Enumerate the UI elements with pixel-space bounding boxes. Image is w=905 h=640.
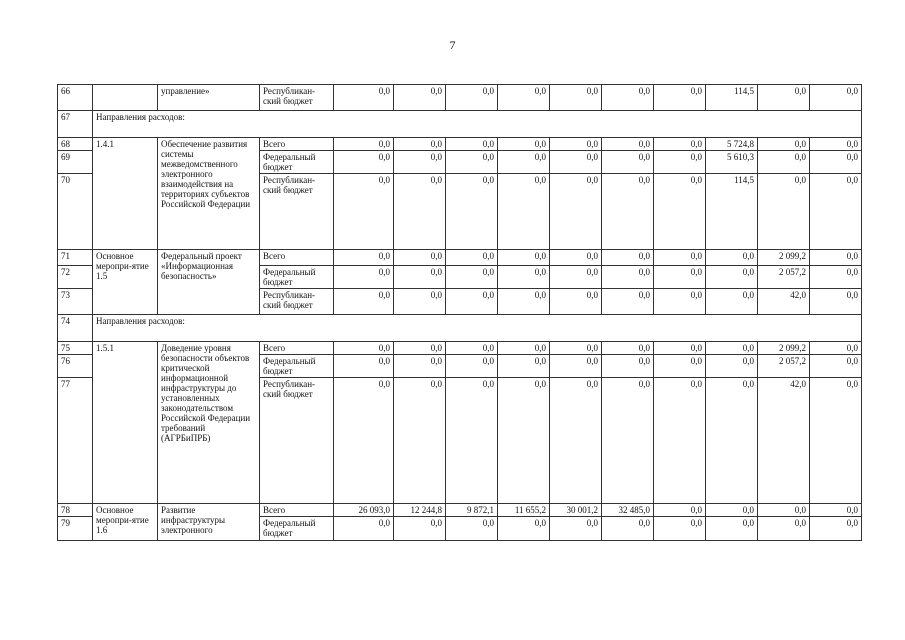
amount-cell: 0,0 (334, 138, 394, 151)
amount-cell: 0,0 (334, 355, 394, 378)
amount-cell: 0,0 (706, 266, 758, 289)
amount-cell: 0,0 (446, 85, 498, 111)
amount-cell: 0,0 (810, 289, 862, 315)
amount-cell: 0,0 (550, 517, 602, 541)
funding-source-cell: Всего (260, 504, 334, 517)
amount-cell: 0,0 (654, 151, 706, 174)
row-number-cell: 74 (58, 315, 93, 342)
amount-cell: 0,0 (446, 517, 498, 541)
amount-cell: 0,0 (602, 138, 654, 151)
amount-cell: 0,0 (654, 250, 706, 266)
row-number-cell: 68 (58, 138, 93, 151)
amount-cell: 0,0 (498, 289, 550, 315)
section-header-cell: Направления расходов: (93, 315, 862, 342)
funding-source-cell: Республикан-ский бюджет (260, 85, 334, 111)
amount-cell: 0,0 (498, 266, 550, 289)
amount-cell: 42,0 (758, 289, 810, 315)
amount-cell: 0,0 (758, 517, 810, 541)
amount-cell: 9 872,1 (446, 504, 498, 517)
amount-cell: 0,0 (446, 250, 498, 266)
amount-cell: 0,0 (706, 378, 758, 504)
amount-cell: 0,0 (550, 174, 602, 250)
amount-cell: 0,0 (446, 342, 498, 355)
amount-cell: 0,0 (810, 250, 862, 266)
code-cell: Основное меропри-ятие 1.6 (93, 504, 158, 541)
amount-cell: 0,0 (334, 85, 394, 111)
amount-cell: 0,0 (602, 174, 654, 250)
amount-cell: 0,0 (550, 138, 602, 151)
amount-cell: 0,0 (446, 151, 498, 174)
amount-cell: 0,0 (498, 342, 550, 355)
amount-cell: 0,0 (334, 266, 394, 289)
table-row (58, 504, 862, 517)
amount-cell: 0,0 (654, 355, 706, 378)
amount-cell: 0,0 (394, 266, 446, 289)
amount-cell: 114,5 (706, 85, 758, 111)
amount-cell: 0,0 (394, 138, 446, 151)
amount-cell: 0,0 (446, 289, 498, 315)
table-row (58, 138, 862, 151)
amount-cell: 0,0 (758, 151, 810, 174)
amount-cell: 0,0 (602, 250, 654, 266)
amount-cell: 0,0 (758, 138, 810, 151)
amount-cell: 0,0 (654, 138, 706, 151)
funding-source-cell: Всего (260, 138, 334, 151)
amount-cell: 0,0 (394, 517, 446, 541)
amount-cell: 0,0 (706, 355, 758, 378)
row-number-cell: 75 (58, 342, 93, 355)
amount-cell: 0,0 (334, 289, 394, 315)
amount-cell: 0,0 (394, 151, 446, 174)
amount-cell: 114,5 (706, 174, 758, 250)
row-number-cell: 67 (58, 111, 93, 138)
row-number-cell: 71 (58, 250, 93, 266)
row-number-cell: 79 (58, 517, 93, 541)
amount-cell: 0,0 (498, 250, 550, 266)
amount-cell: 0,0 (550, 151, 602, 174)
amount-cell: 0,0 (602, 266, 654, 289)
funding-source-cell: Всего (260, 250, 334, 266)
section-header-cell: Направления расходов: (93, 111, 862, 138)
amount-cell: 0,0 (446, 174, 498, 250)
funding-source-cell: Федеральный бюджет (260, 266, 334, 289)
table-row (58, 315, 862, 342)
amount-cell: 0,0 (810, 266, 862, 289)
amount-cell: 0,0 (602, 517, 654, 541)
amount-cell: 0,0 (706, 517, 758, 541)
code-cell: 1.4.1 (93, 138, 158, 250)
measure-name-cell: Развитие инфраструктуры электронного (158, 504, 260, 541)
amount-cell: 0,0 (602, 289, 654, 315)
table-row (58, 85, 862, 111)
amount-cell: 0,0 (602, 85, 654, 111)
amount-cell: 0,0 (446, 266, 498, 289)
amount-cell: 42,0 (758, 378, 810, 504)
amount-cell: 0,0 (706, 289, 758, 315)
code-cell (93, 85, 158, 111)
amount-cell: 0,0 (706, 250, 758, 266)
amount-cell: 0,0 (394, 355, 446, 378)
page-number: 7 (449, 38, 456, 52)
row-number-cell: 73 (58, 289, 93, 315)
row-number-cell: 78 (58, 504, 93, 517)
amount-cell: 0,0 (810, 504, 862, 517)
amount-cell: 0,0 (498, 378, 550, 504)
amount-cell: 0,0 (810, 85, 862, 111)
row-number-cell: 77 (58, 378, 93, 504)
code-cell: Основное меропри-ятие 1.5 (93, 250, 158, 315)
amount-cell: 0,0 (654, 85, 706, 111)
amount-cell: 0,0 (394, 250, 446, 266)
amount-cell: 0,0 (446, 355, 498, 378)
amount-cell: 0,0 (810, 174, 862, 250)
amount-cell: 0,0 (446, 378, 498, 504)
row-number-cell: 72 (58, 266, 93, 289)
measure-name-cell: Федеральный проект «Информационная безопасность» (158, 250, 260, 315)
amount-cell: 0,0 (498, 517, 550, 541)
amount-cell: 0,0 (654, 174, 706, 250)
amount-cell: 0,0 (498, 85, 550, 111)
amount-cell: 0,0 (550, 85, 602, 111)
amount-cell: 0,0 (602, 378, 654, 504)
amount-cell: 0,0 (550, 289, 602, 315)
amount-cell: 0,0 (334, 342, 394, 355)
amount-cell: 0,0 (498, 174, 550, 250)
amount-cell: 5 724,8 (706, 138, 758, 151)
table-row (58, 342, 862, 355)
amount-cell: 11 655,2 (498, 504, 550, 517)
amount-cell: 0,0 (394, 85, 446, 111)
amount-cell: 0,0 (446, 138, 498, 151)
amount-cell: 0,0 (602, 355, 654, 378)
amount-cell: 0,0 (654, 504, 706, 517)
amount-cell: 0,0 (706, 342, 758, 355)
amount-cell: 0,0 (810, 342, 862, 355)
funding-source-cell: Республикан-ский бюджет (260, 289, 334, 315)
amount-cell: 5 610,3 (706, 151, 758, 174)
amount-cell: 2 057,2 (758, 355, 810, 378)
amount-cell: 0,0 (758, 504, 810, 517)
amount-cell: 2 099,2 (758, 250, 810, 266)
amount-cell: 0,0 (550, 355, 602, 378)
funding-source-cell: Республикан-ский бюджет (260, 378, 334, 504)
amount-cell: 0,0 (654, 517, 706, 541)
amount-cell: 0,0 (498, 138, 550, 151)
amount-cell: 0,0 (706, 504, 758, 517)
amount-cell: 0,0 (810, 151, 862, 174)
amount-cell: 0,0 (654, 378, 706, 504)
amount-cell: 32 485,0 (602, 504, 654, 517)
table-row (58, 111, 862, 138)
row-number-cell: 70 (58, 174, 93, 250)
amount-cell: 0,0 (550, 378, 602, 504)
amount-cell: 0,0 (550, 250, 602, 266)
row-number-cell: 66 (58, 85, 93, 111)
table-row (58, 250, 862, 266)
row-number-cell: 69 (58, 151, 93, 174)
amount-cell: 0,0 (602, 151, 654, 174)
amount-cell: 12 244,8 (394, 504, 446, 517)
amount-cell: 0,0 (810, 378, 862, 504)
amount-cell: 26 093,0 (334, 504, 394, 517)
amount-cell: 0,0 (334, 517, 394, 541)
amount-cell: 2 099,2 (758, 342, 810, 355)
amount-cell: 0,0 (334, 151, 394, 174)
funding-source-cell: Федеральный бюджет (260, 355, 334, 378)
funding-source-cell: Республикан-ский бюджет (260, 174, 334, 250)
amount-cell: 0,0 (758, 85, 810, 111)
amount-cell: 0,0 (394, 174, 446, 250)
amount-cell: 0,0 (810, 138, 862, 151)
amount-cell: 0,0 (654, 342, 706, 355)
amount-cell: 0,0 (654, 289, 706, 315)
amount-cell: 0,0 (334, 378, 394, 504)
budget-table (57, 84, 862, 541)
amount-cell: 0,0 (550, 266, 602, 289)
funding-source-cell: Всего (260, 342, 334, 355)
amount-cell: 0,0 (334, 174, 394, 250)
measure-name-cell: управление» (158, 85, 260, 111)
measure-name-cell: Доведение уровня безопасности объектов критической информационной инфраструктуры до установленных законодательством Российской Федерации требований (АГРБиПРБ) (158, 342, 260, 504)
funding-source-cell: Федеральный бюджет (260, 517, 334, 541)
amount-cell: 0,0 (654, 266, 706, 289)
code-cell: 1.5.1 (93, 342, 158, 504)
amount-cell: 0,0 (758, 174, 810, 250)
amount-cell: 0,0 (498, 355, 550, 378)
amount-cell: 0,0 (394, 342, 446, 355)
amount-cell: 0,0 (550, 342, 602, 355)
amount-cell: 2 057,2 (758, 266, 810, 289)
amount-cell: 0,0 (498, 151, 550, 174)
amount-cell: 0,0 (394, 289, 446, 315)
amount-cell: 0,0 (810, 517, 862, 541)
amount-cell: 30 001,2 (550, 504, 602, 517)
funding-source-cell: Федеральный бюджет (260, 151, 334, 174)
measure-name-cell: Обеспечение развития системы межведомственного электронного взаимодействия на территориях субъектов Российской Федерации (158, 138, 260, 250)
amount-cell: 0,0 (602, 342, 654, 355)
amount-cell: 0,0 (810, 355, 862, 378)
amount-cell: 0,0 (334, 250, 394, 266)
amount-cell: 0,0 (394, 378, 446, 504)
row-number-cell: 76 (58, 355, 93, 378)
